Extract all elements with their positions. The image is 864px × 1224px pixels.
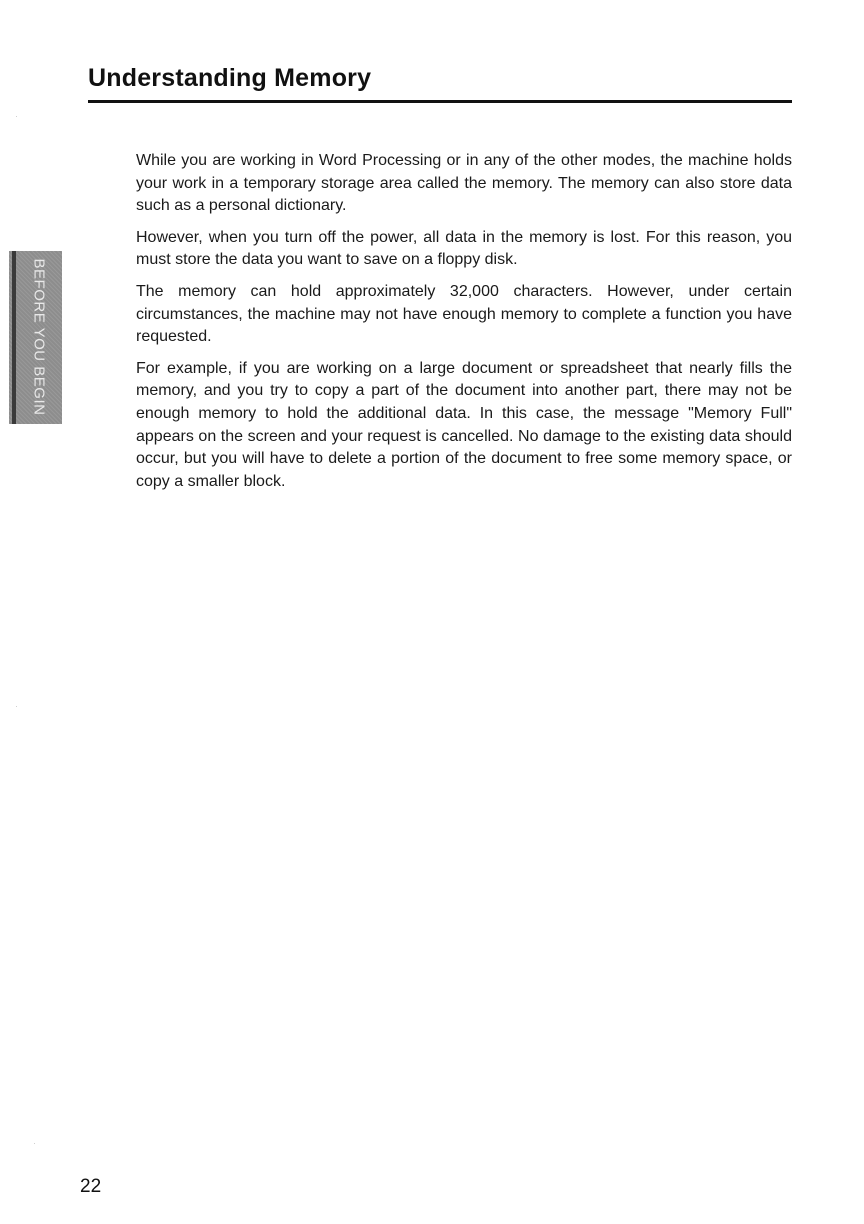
paragraph-capacity: The memory can hold approximately 32,000 characters. However, under certain circumstances, the machine may not have enough memory to complete a function you have requested. [136, 282, 792, 346]
scan-speck [34, 1143, 35, 1144]
paragraph-memory-intro: While you are working in Word Processing or in any of the other modes, the machine holds your work in a temporary storage area called the memory. The memory can also store data such as a personal dictionary. [136, 152, 792, 215]
paragraph-power-off: However, when you turn off the power, all data in the memory is lost. For this reason, you must store the data you want to save on a floppy disk. [136, 228, 792, 269]
side-tab-edge-bar [12, 251, 16, 424]
page-number: 22 [80, 1176, 102, 1197]
scan-speck [16, 706, 17, 707]
side-tab-label: BEFORE YOU BEGIN [30, 258, 48, 416]
heading-underline [88, 100, 792, 103]
body-text [136, 150, 792, 502]
scan-speck [16, 116, 17, 117]
section-side-tab [9, 251, 62, 424]
paragraph-memory-full-example: For example, if you are working on a large document or spreadsheet that nearly fills the memory, and you try to copy a part of the document into another part, there may not be enough memory to hold the additional data. In this case, the message "Memory Full" appears on the screen and your request is cancelled. No damage to the existing data should occur, but you will have to delete a portion of the document to free some memory space, or copy a smaller block. [136, 359, 792, 490]
page-title: Understanding Memory [88, 64, 372, 92]
